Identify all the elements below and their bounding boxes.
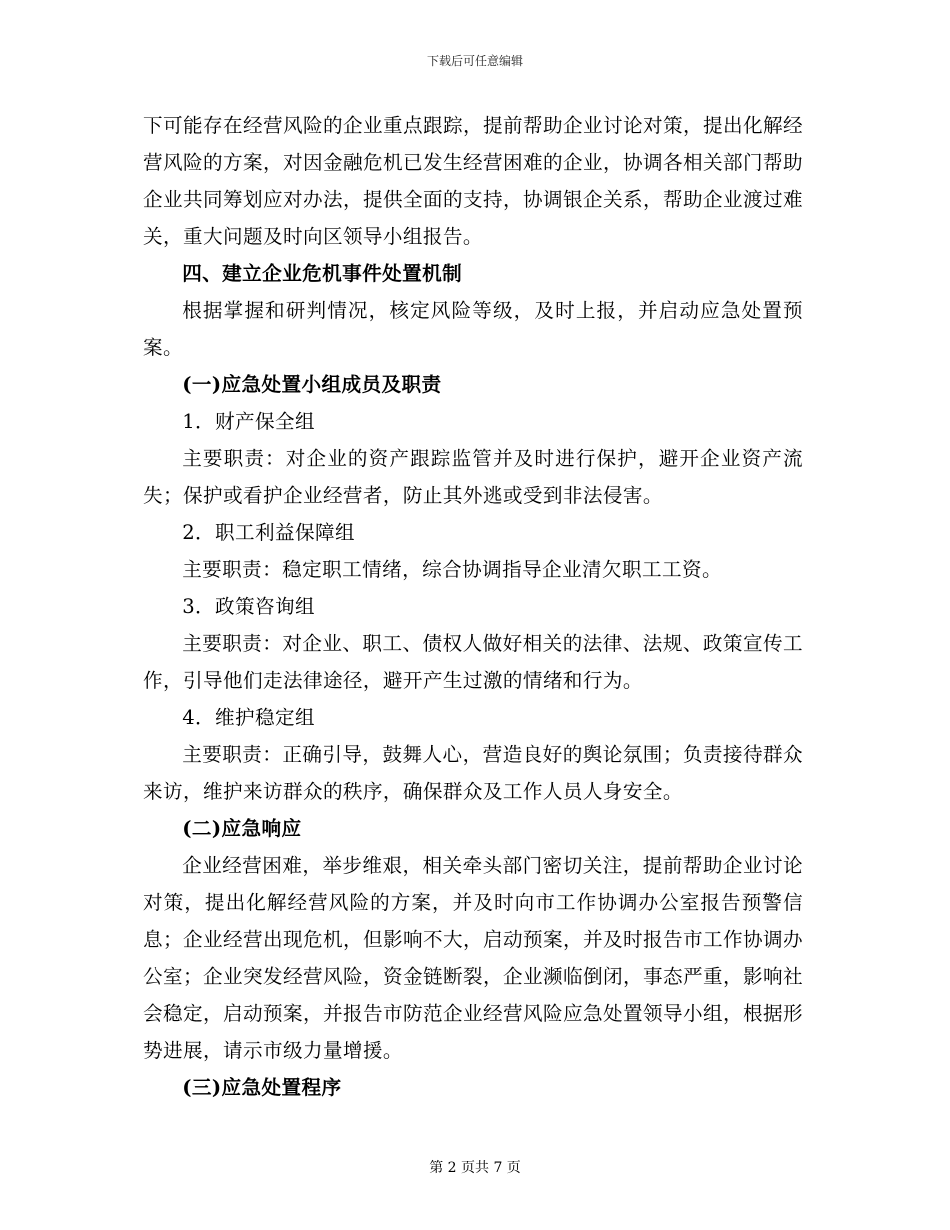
paragraph: 企业经营困难，举步维艰，相关牵头部门密切关注，提前帮助企业讨论对策，提出化解经营风险的方案，并及时向市工作协调办公室报告预警信息；企业经营出现危机，但影响不大，启动预案，并及时报告市工作协调办公室；企业突发经营风险，资金链断裂，企业濒临倒闭，事态严重，影响社会稳定，启动预案，并报告市防范企业经营风险应急处置领导小组，根据形势进展，请示市级力量增援。	[143, 854, 803, 1062]
paragraph: 主要职责：对企业的资产跟踪监管并及时进行保护，避开企业资产流失；保护或看护企业经营者，防止其外逃或受到非法侵害。	[143, 447, 803, 507]
subsection-heading: (二)应急响应	[182, 817, 302, 840]
group-title: 4．维护稳定组	[182, 706, 316, 729]
group-title: 3．政策咨询组	[182, 595, 316, 618]
section-heading: 四、建立企业危机事件处置机制	[182, 262, 463, 285]
paragraph: 根据掌握和研判情况，核定风险等级，及时上报，并启动应急处置预案。	[143, 299, 803, 359]
document-body	[143, 107, 803, 1106]
paragraph: 主要职责：正确引导，鼓舞人心，营造良好的舆论氛围；负责接待群众来访，维护来访群众的秩序，确保群众及工作人员人身安全。	[143, 743, 803, 803]
page-header: 下载后可任意编辑	[426, 54, 523, 68]
page-footer: 第 2 页共 7 页	[429, 1160, 521, 1176]
paragraph: 主要职责：稳定职工情绪，综合协调指导企业清欠职工工资。	[182, 558, 723, 581]
paragraph: 主要职责：对企业、职工、债权人做好相关的法律、法规、政策宣传工作，引导他们走法律途径，避开产生过激的情绪和行为。	[143, 632, 803, 692]
group-title: 1．财产保全组	[182, 410, 316, 433]
subsection-heading: (三)应急处置程序	[182, 1076, 342, 1099]
group-title: 2．职工利益保障组	[182, 521, 356, 544]
paragraph: 下可能存在经营风险的企业重点跟踪，提前帮助企业讨论对策，提出化解经营风险的方案，对因金融危机已发生经营困难的企业，协调各相关部门帮助企业共同筹划应对办法，提供全面的支持，协调银企关系，帮助企业渡过难关，重大问题及时向区领导小组报告。	[143, 114, 803, 248]
subsection-heading: (一)应急处置小组成员及职责	[182, 373, 442, 396]
